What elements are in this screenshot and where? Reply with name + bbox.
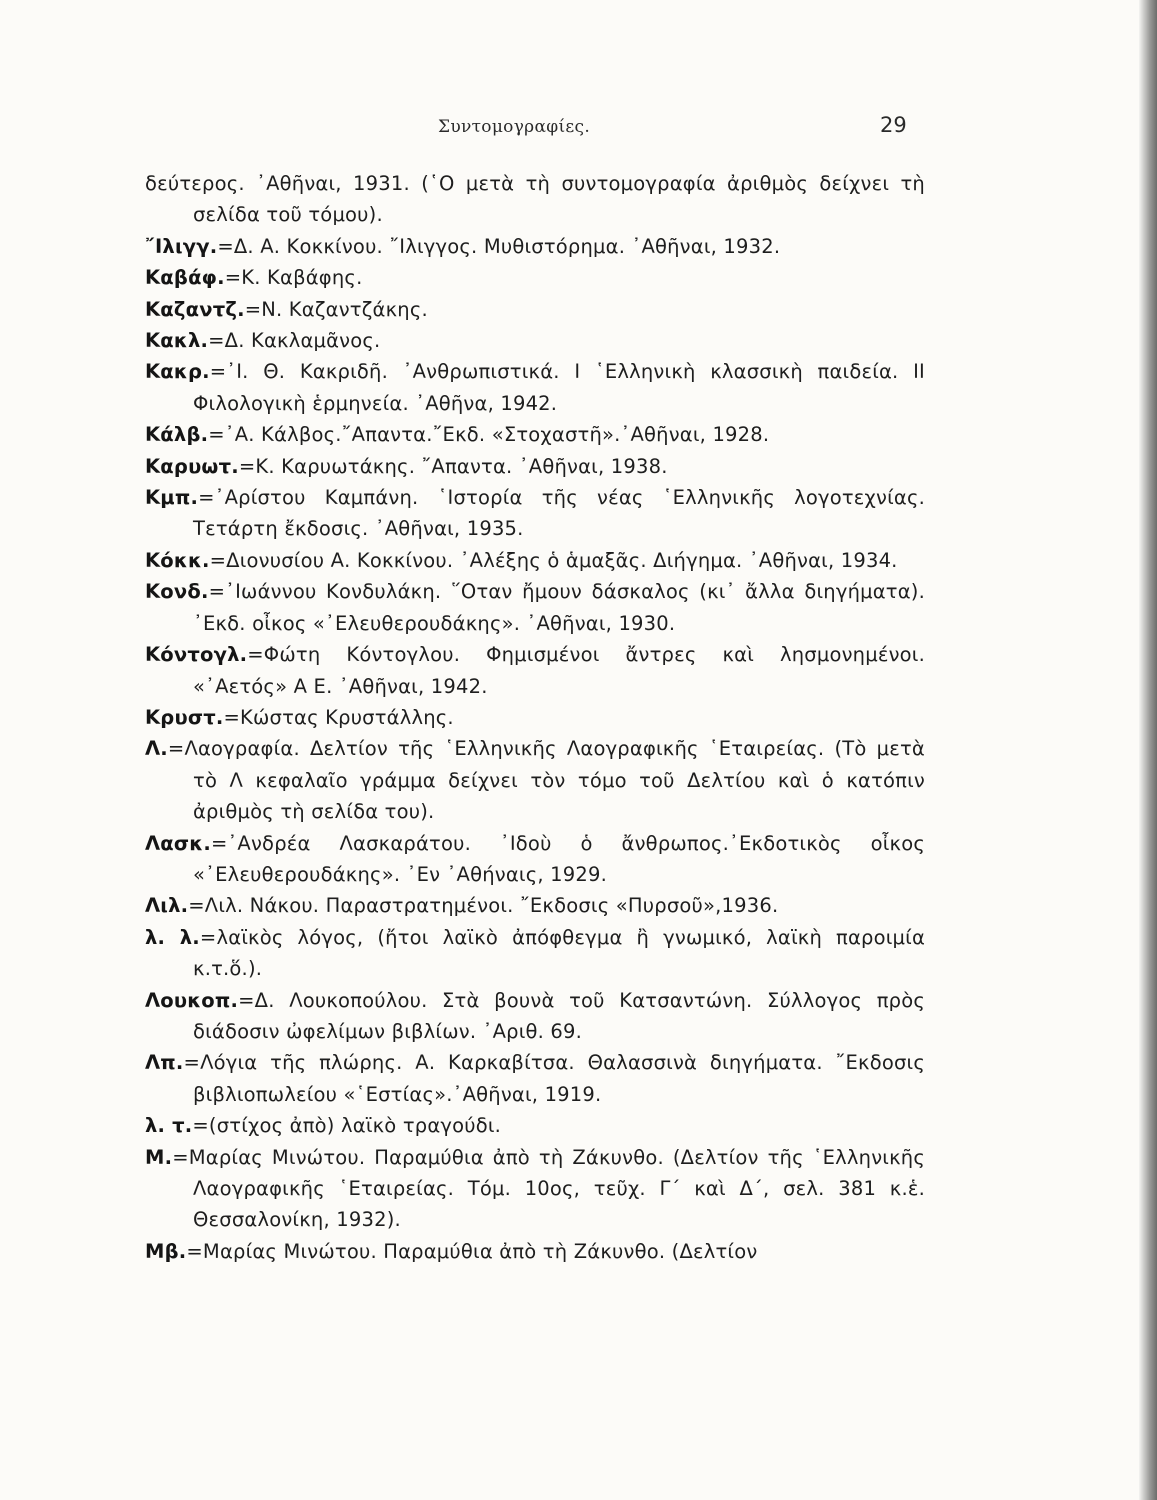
entry-text: =(στίχος ἀπὸ) λαϊκὸ τραγούδι. [192,1114,502,1138]
abbreviation-list [145,168,925,1267]
list-item [145,1236,925,1267]
page-edge-shadow [1139,0,1157,1500]
entry-abbreviation: Κάλβ. [145,423,209,447]
list-item [145,1110,925,1141]
entry-abbreviation: Μβ. [145,1239,187,1263]
entry-text: =Κ. Καβάφης. [224,266,363,290]
entry-abbreviation: Κρυστ. [145,705,224,729]
list-item [145,451,925,482]
entry-text: =᾿Ανδρέα Λασκαράτου. ᾿Ιδοὺ ὁ ἄνθρωπος.᾿Εκδοτικὸς οἶκος «᾿Ελευθερουδάκης». ᾿Εν ᾿Αθήναις, 1929. [193,831,925,886]
list-item [145,639,925,702]
entry-text: =Μαρίας Μινώτου. Παραμύθια ἀπὸ τὴ Ζάκυνθο. (Δελτίον τῆς ῾Ελληνικῆς Λαογραφικῆς ῾Εταιρείας. Τόμ. 10ος, τεῦχ. Γ´ καὶ Δ´, σελ. 381 κ.ἑ. Θεσσαλονίκη, 1932). [172,1145,925,1232]
entry-text: =Διονυσίου Α. Κοκκίνου. ᾿Αλέξης ὁ ἁμαξᾶς. Διήγημα. ᾿Αθῆναι, 1934. [209,548,898,572]
entry-abbreviation: Κακλ. [145,329,209,353]
entry-abbreviation: Καζαντζ. [145,297,245,321]
entry-text: =Μαρίας Μινώτου. Παραμύθια ἀπὸ τὴ Ζάκυνθο. (Δελτίον [186,1239,758,1263]
entry-abbreviation: Λ. [145,737,168,761]
page-number: 29 [880,113,907,137]
list-item [145,482,925,545]
entry-text: =᾿Ιωάννου Κονδυλάκη. ῞Οταν ἤμουν δάσκαλος (κι᾿ ἄλλα διηγήματα). ᾿Εκδ. οἶκος «᾿Ελευθερουδάκης». ᾿Αθῆναι, 1930. [193,580,925,635]
entry-text: δεύτερος. ᾿Αθῆναι, 1931. (῾Ο μετὰ τὴ συντομογραφία ἀριθμὸς δείχνει τὴ σελίδα τοῦ τόμου). [145,172,925,227]
entry-text: =λαϊκὸς λόγος, (ἤτοι λαϊκὸ ἀπόφθεγμα ἢ γνωμικό, λαϊκὴ παροιμία κ.τ.ὅ.). [193,925,925,981]
entry-text: =᾿Α. Κάλβος.῎Απαντα.῎Εκδ. «Στοχαστῆ».᾿Αθῆναι, 1928. [208,423,770,447]
running-title: Συντομογραφίες. [438,117,591,137]
entry-text: =Λαογραφία. Δελτίον τῆς ῾Ελληνικῆς Λαογραφικῆς ῾Εταιρείας. (Τὸ μετὰ τὸ Λ κεφαλαῖο γράμμα δείχνει τὸν τόμο τοῦ Δελτίου καὶ ὁ κατόπιν ἀριθμὸς τὴ σελίδα του). [167,737,925,824]
list-item [145,733,925,827]
entry-abbreviation: Λουκοπ. [145,988,239,1012]
entry-text: =᾿Αρίστου Καμπάνη. ῾Ιστορία τῆς νέας ῾Ελληνικῆς λογοτεχνίας. Τετάρτη ἔκδοσις. ᾿Αθῆναι, 1935. [193,486,925,541]
list-item [145,576,925,639]
list-item [145,985,925,1048]
list-item [145,922,925,985]
entry-abbreviation: Κόντογλ. [145,643,248,667]
list-item [145,702,925,733]
entry-text: =Δ. Α. Κοκκίνου. ῎Ιλιγγος. Μυθιστόρημα. ᾿Αθῆναι, 1932. [217,234,781,258]
entry-abbreviation: Μ. [145,1145,173,1169]
entry-abbreviation: Κακρ. [145,360,210,384]
list-item [145,419,925,450]
list-item [145,545,925,576]
list-item [145,890,925,921]
entry-abbreviation: Λπ. [145,1051,184,1075]
list-item [145,294,925,325]
entry-text: =Ν. Καζαντζάκης. [244,297,428,321]
entry-abbreviation: Καβάφ. [145,266,225,290]
entry-abbreviation: ῎Ιλιγγ. [145,234,218,258]
entry-abbreviation: Κόκκ. [145,548,210,572]
list-item [145,356,925,419]
entry-text: =Λόγια τῆς πλώρης. Α. Καρκαβίτσα. Θαλασσινὰ διηγήματα. ῎Εκδοσις βιβλιοπωλείου «῾Εστίας».᾿Αθῆναι, 1919. [183,1051,925,1106]
entry-text: =Δ. Κακλαμᾶνος. [208,329,381,353]
running-head [0,113,1157,141]
list-item [145,325,925,356]
list-item-continuation [145,168,925,231]
entry-text: =Δ. Λουκοπούλου. Στὰ βουνὰ τοῦ Κατσαντώνη. Σύλλογος πρὸς διάδοσιν ὠφελίμων βιβλίων. ᾿Αριθ. 69. [193,988,925,1043]
list-item [145,1142,925,1236]
entry-abbreviation: λ. λ. [145,925,200,949]
list-item [145,1047,925,1110]
entry-text: =᾿Ι. Θ. Κακριδῆ. ᾿Ανθρωπιστικά. Ι ῾Ελληνικὴ κλασσικὴ παιδεία. ΙΙ Φιλολογικὴ ἑρμηνεία. ᾿Αθῆνα, 1942. [193,360,925,415]
entry-text: =Κώστας Κρυστάλλης. [223,705,454,729]
list-item [145,828,925,891]
list-item [145,262,925,293]
list-item [145,231,925,262]
entry-abbreviation: Λιλ. [145,894,189,918]
entry-abbreviation: λ. τ. [145,1114,193,1138]
entry-abbreviation: Κονδ. [145,580,209,604]
entry-abbreviation: Λασκ. [145,831,211,855]
entry-text: =Κ. Καρυωτάκης. ῎Απαντα. ᾿Αθῆναι, 1938. [238,454,668,478]
entry-abbreviation: Κμπ. [145,486,199,510]
entry-text: =Φώτη Κόντογλου. Φημισμένοι ἄντρες καὶ λησμονημένοι. «᾿Αετός» Α Ε. ᾿Αθῆναι, 1942. [193,643,925,698]
entry-abbreviation: Καρυωτ. [145,454,239,478]
entry-text: =Λιλ. Νάκου. Παραστρατημένοι. ῎Εκδοσις «Πυρσοῦ»,1936. [188,894,779,918]
